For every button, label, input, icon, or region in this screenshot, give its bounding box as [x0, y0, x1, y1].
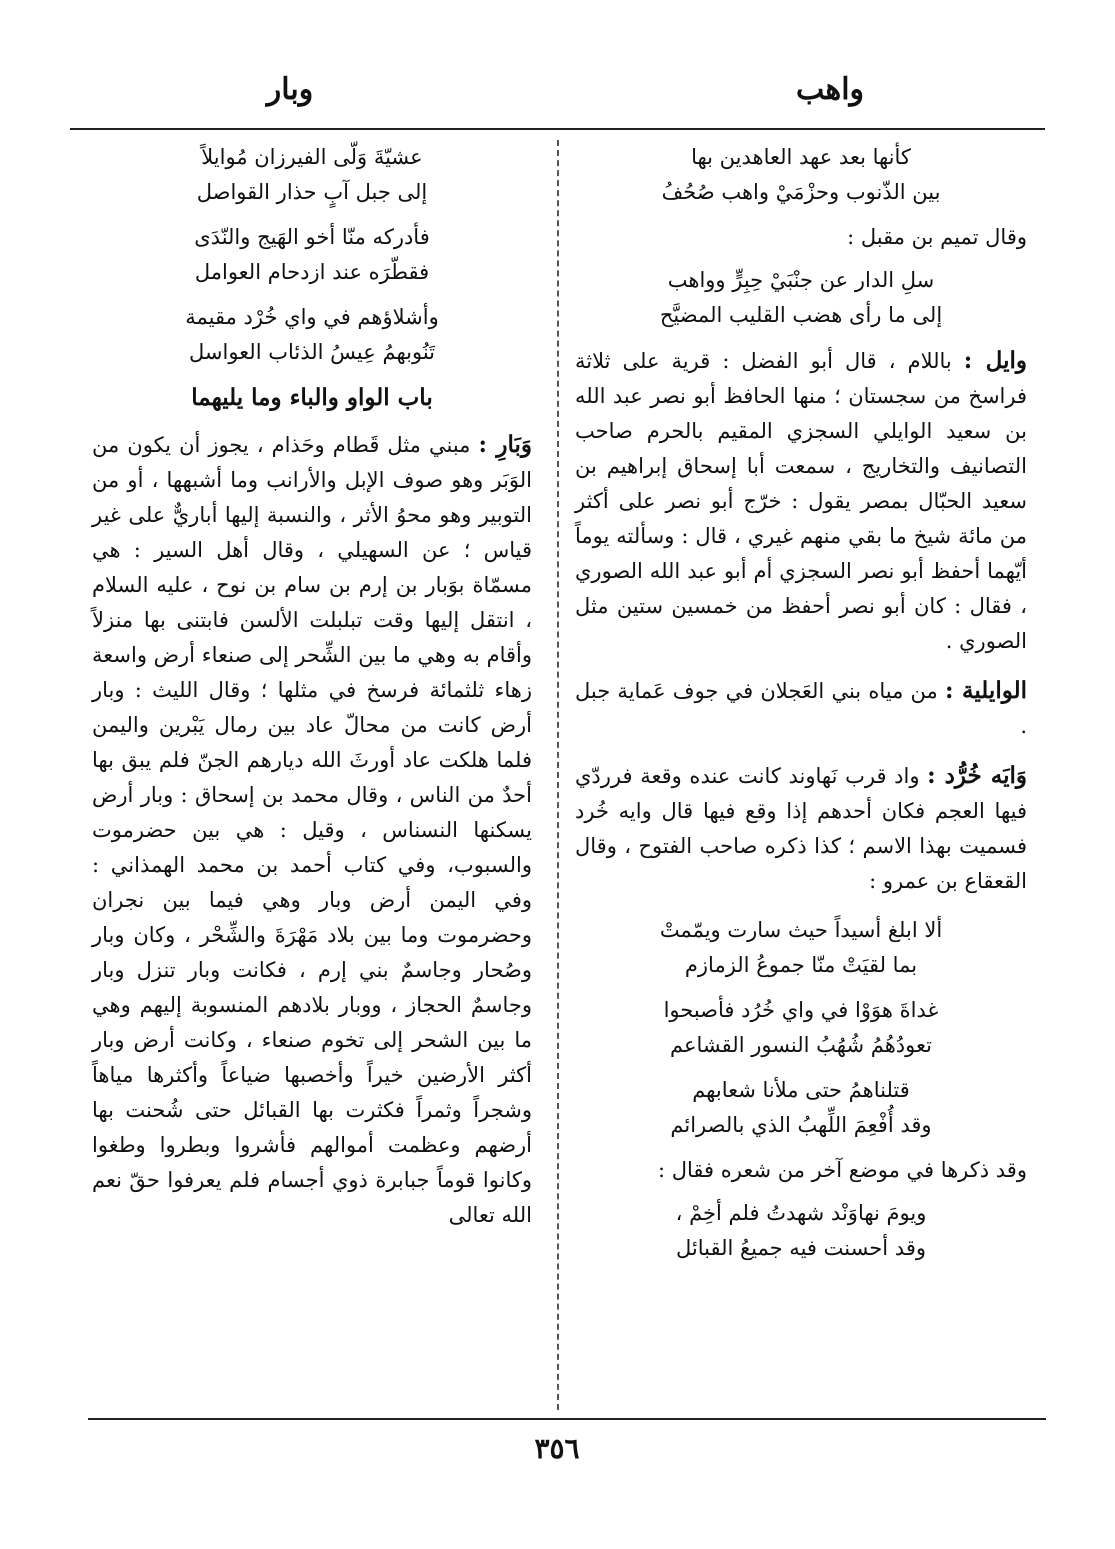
verse [575, 263, 1027, 333]
verse-line: إلى جبل آبٍ حذار القواصل [196, 180, 428, 204]
entry-wayil [575, 343, 1027, 659]
verse [575, 993, 1027, 1063]
header-rule [70, 128, 1045, 130]
left-column [92, 140, 532, 1247]
verse-line: ويومَ نهاوَنْد شهدتُ فلم أخِمْ ، [675, 1201, 927, 1225]
entry-headword: وَبَارِ : [478, 431, 532, 458]
verse-line: تَنُوبهمُ عِيسُ الذئاب العواسل [188, 340, 435, 364]
entry-wayah-khurd [575, 758, 1027, 899]
verse-line: إلى ما رأى هضب القليب المضيَّح [659, 303, 943, 327]
entry-text: مبني مثل قَطام وحَذام ، يجوز أن يكون من الوَبَر وهو صوف الإبل والأرانب وما أشبهها ، أو من التوبير وهو محوُ الأثر ، والنسبة إليها أباريٌّ على غير قياس ؛ عن السهيلي ، وقال أهل السير : هي مسمّاة بوَبار بن إرم بن سام بن نوح ، عليه السلام ، انتقل إليها وقت تبلبلت الألسن فابتنى بها منزلاً وأقام به وهي ما بين الشِّحر إلى صنعاء أرض واسعة زهاء ثلثمائة فرسخ في مثلها ؛ وقال الليث : وبار أرض كانت من محالّ عاد بين رمال يَبْرين واليمن فلما هلكت عاد أورثَ الله ديارهم الجنّ فلم يبق بها أحدٌ من الناس ، وقال محمد بن إسحاق : وبار أرض يسكنها النسناس ، وقيل : هي بين حضرموت والسبوب، وفي كتاب أحمد بن محمد الهمذاني : وفي اليمن أرض وبار وهي فيما بين نجران وحضرموت وما بين بلاد مَهْرَةَ والشِّحْر ، وكان وبار وصُحار وجاسمٌ بني إرم ، فكانت وبار تنزل وبار وجاسمٌ الحجاز ، ووبار بلادهم المنسوبة إليهم وهي ما بين الشحر إلى تخوم صنعاء ، وكانت أرض وبار أكثر الأرضين خيراً وأخصبها ضياعاً وأكثرها مياهاً وشجراً وثمراً فكثرت بها القبائل حتى شُحنت بها أرضهم وعظمت أموالهم فأشروا وبطروا وطغوا وكانوا قوماً جبابرة ذوي أجسام فلم يعرفوا حقّ نعم الله تعالى [92, 433, 532, 1227]
verse-line: وقد أحسنت فيه جميعُ القبائل [675, 1236, 927, 1260]
verse [575, 1196, 1027, 1266]
verse-line: وأشلاؤهم في واي خُرْد مقيمة [185, 305, 439, 329]
entry-headword: وَايَه خُرُّد : [927, 762, 1027, 789]
verse-intro: وقد ذكرها في موضع آخر من شعره فقال : [657, 1158, 1027, 1182]
verse-line: فأدركه منّا أخو الهَيج والنّدَى [194, 225, 430, 249]
verse-line: ألا ابلغ أسيداً حيث سارت ويمّمتْ [659, 918, 943, 942]
entry-headword: وايل : [963, 347, 1027, 374]
verse-line: كأنها بعد عهد العاهدين بها [691, 145, 911, 169]
entry-text: من مياه بني العَجلان في جوف عَماية جبل . [575, 679, 1027, 738]
verse-line: عشيّةَ وَلّى الفيرزان مُوايلاً [201, 145, 423, 169]
verse-line: فقطّرَه عند ازدحام العوامل [194, 260, 430, 284]
entry-text: باللام ، قال أبو الفضل : قرية على ثلاثة فراسخ من سجستان ؛ منها الحافظ أبو نصر عبد الله بن سعيد الوايلي السجزي المقيم بالحرم صاحب التصانيف والتخاريج ، سمعت أبا إسحاق إبراهيم بن سعيد الحبّال بمصر يقول : خرّج أبو نصر على أكثر من مائة شيخ ما بقي منهم غيري ، قال : وسألته يوماً أيّهما أحفظ أبو نصر السجزي أم أبو عبد الله الصوري ، فقال : كان أبو نصر أحفظ من خمسين ستين مثل الصوري . [575, 349, 1027, 653]
verse-line: غداةَ هوَوْا في واي خُرُد فأصبحوا [663, 998, 939, 1022]
verse [92, 300, 532, 370]
verse-line: بين الذّنوب وحزْمَيْ واهب صُحُفُ [661, 180, 941, 204]
section-title: باب الواو والباء وما يليهما [191, 384, 433, 411]
entry-headword: الوايلية : [945, 677, 1027, 704]
verse-intro: وقال تميم بن مقبل : [847, 225, 1027, 249]
verse [575, 1073, 1027, 1143]
verse [92, 220, 532, 290]
verse [92, 140, 532, 210]
verse-line: وقد أُفْعِمَ اللِّهبُ الذي بالصرائم [670, 1113, 932, 1137]
verse-line: قتلناهمُ حتى ملأنا شعابهم [692, 1078, 910, 1102]
verse-line: سلِ الدار عن جنْبَيْ حِبِرٍّ وواهب [667, 268, 935, 292]
verse-line: بما لقيَتْ منّا جموعُ الزمازم [684, 953, 918, 977]
entry-wabar [92, 427, 532, 1233]
footer-rule [88, 1418, 1046, 1420]
entry-text: واد قرب نَهاوند كانت عنده وقعة فرردّي فيها العجم فكان أحدهم إذا وقع فيها قال وايه خُرد فسميت بهذا الاسم ؛ كذا ذكره صاحب الفتوح ، وقال القعقاع بن عمرو : [575, 764, 1027, 893]
page-number: ٣٥٦ [534, 1432, 580, 1465]
running-head-left: وبار [266, 72, 314, 107]
verse-line: تعودُهُمُ شُهُبُ النسور القشاعم [670, 1033, 932, 1057]
right-column [575, 140, 1027, 1276]
verse [575, 140, 1027, 210]
column-divider [557, 140, 559, 1410]
entry-wayiliya [575, 673, 1027, 744]
running-head-right: واهب [795, 72, 865, 107]
verse [575, 913, 1027, 983]
